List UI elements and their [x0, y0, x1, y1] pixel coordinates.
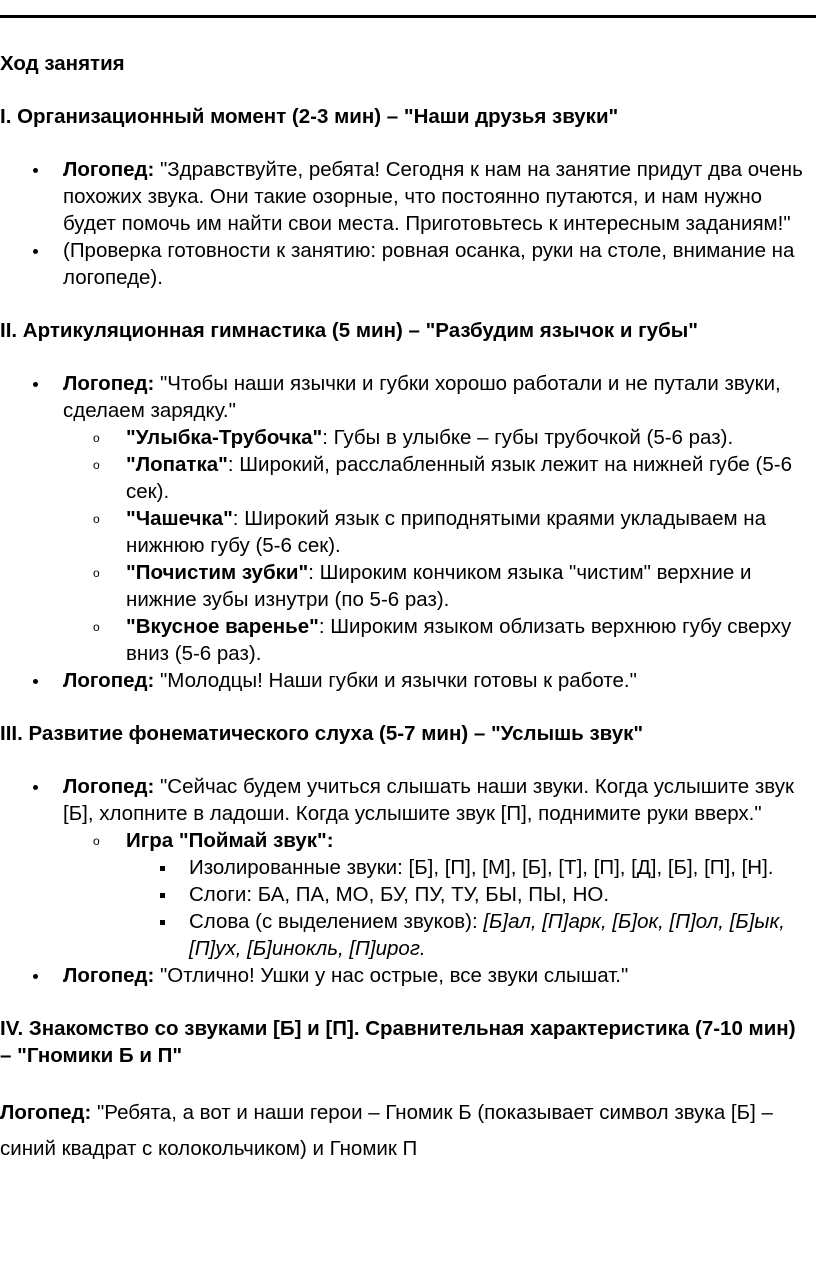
exercise-item: [63, 451, 812, 505]
exercise-name: "Почистим зубки": [126, 561, 309, 584]
task-item: [127, 908, 812, 962]
speaker-label: Логопед:: [0, 1101, 92, 1124]
top-rule: [0, 15, 816, 18]
section-heading: I. Организационный момент (2-3 мин) – "Наши друзья звуки": [0, 105, 619, 128]
game-list: [126, 827, 812, 962]
speaker-label: Логопед:: [63, 775, 155, 798]
bullet-list: [0, 370, 812, 694]
item-text: "Чтобы наши язычки и губки хорошо работали и не путали звуки, сделаем зарядку.": [63, 372, 781, 422]
bullet-list: [0, 773, 812, 989]
exercise-text: : Широким языком облизать верхнюю губу сверху вниз (5-6 раз).: [126, 615, 792, 665]
speaker-label: Логопед:: [63, 669, 155, 692]
list-item: [0, 156, 812, 237]
task-item: [127, 881, 812, 908]
exercise-text: : Широким кончиком языка "чистим" верхние и нижние зубы изнутри (по 5-6 раз).: [126, 561, 752, 611]
page-title: Ход занятия: [0, 52, 125, 75]
task-item: [127, 854, 812, 881]
exercise-text: : Губы в улыбке – губы трубочкой (5-6 раз).: [322, 426, 734, 449]
list-item: [0, 962, 812, 989]
exercise-text: : Широкий язык с приподнятыми краями укладываем на нижнюю губу (5-6 сек).: [126, 507, 766, 557]
game-item: [63, 827, 812, 962]
exercise-item: [63, 559, 812, 613]
exercise-name: "Лопатка": [126, 453, 228, 476]
section-heading: II. Артикуляционная гимнастика (5 мин) – "Разбудим язычок и губы": [0, 319, 698, 342]
document-body: [0, 50, 812, 1167]
item-text: "Здравствуйте, ребята! Сегодня к нам на занятие придут два очень похожих звука. Они такие озорные, что постоянно путаются, и нам нужно будет помочь им найти свои места. Приготовьтесь к интересным заданиям!": [63, 158, 803, 235]
speaker-label: Логопед:: [63, 372, 155, 395]
list-item: [0, 667, 812, 694]
task-words: [Б]ал, [П]арк, [Б]ок, [П]ол, [Б]ык, [П]ух, [Б]инокль, [П]ирог.: [189, 910, 785, 960]
item-text: "Отлично! Ушки у нас острые, все звуки слышат.": [154, 964, 629, 987]
exercise-item: [63, 613, 812, 667]
task-text: Слоги: БА, ПА, МО, БУ, ПУ, ТУ, БЫ, ПЫ, НО.: [189, 883, 610, 906]
item-text: (Проверка готовности к занятию: ровная осанка, руки на столе, внимание на логопеде).: [63, 239, 795, 289]
exercise-item: [63, 505, 812, 559]
exercise-text: : Широкий, расслабленный язык лежит на нижней губе (5-6 сек).: [126, 453, 792, 503]
section-heading: III. Развитие фонематического слуха (5-7 мин) – "Услышь звук": [0, 722, 644, 745]
item-text: "Сейчас будем учиться слышать наши звуки. Когда услышите звук [Б], хлопните в ладоши. Когда услышите звук [П], поднимите руки вверх.": [63, 775, 794, 825]
exercise-name: "Вкусное варенье": [126, 615, 319, 638]
section-heading: IV. Знакомство со звуками [Б] и [П]. Сравнительная характеристика (7-10 мин) – "Гномики Б и П": [0, 1017, 796, 1067]
task-text: Изолированные звуки: [Б], [П], [М], [Б], [Т], [П], [Д], [Б], [П], [Н].: [189, 856, 774, 879]
speaker-label: Логопед:: [63, 158, 155, 181]
item-text: "Молодцы! Наши губки и язычки готовы к работе.": [154, 669, 637, 692]
exercise-list: [126, 424, 812, 667]
list-item: [0, 237, 812, 291]
game-tasks: [189, 854, 812, 962]
game-title: Игра "Поймай звук":: [126, 829, 334, 852]
bullet-list: [0, 156, 812, 291]
task-label: Слова (с выделением звуков):: [189, 910, 484, 933]
list-item: [0, 773, 812, 962]
exercise-item: [63, 424, 812, 451]
exercise-name: "Улыбка-Трубочка": [126, 426, 323, 449]
exercise-name: "Чашечка": [126, 507, 233, 530]
paragraph-text: "Ребята, а вот и наши герои – Гномик Б (показывает символ звука [Б] – синий квадрат с колокольчиком) и Гномик П: [0, 1101, 773, 1160]
speaker-label: Логопед:: [63, 964, 155, 987]
list-item: [0, 370, 812, 667]
paragraph: [0, 1095, 812, 1167]
